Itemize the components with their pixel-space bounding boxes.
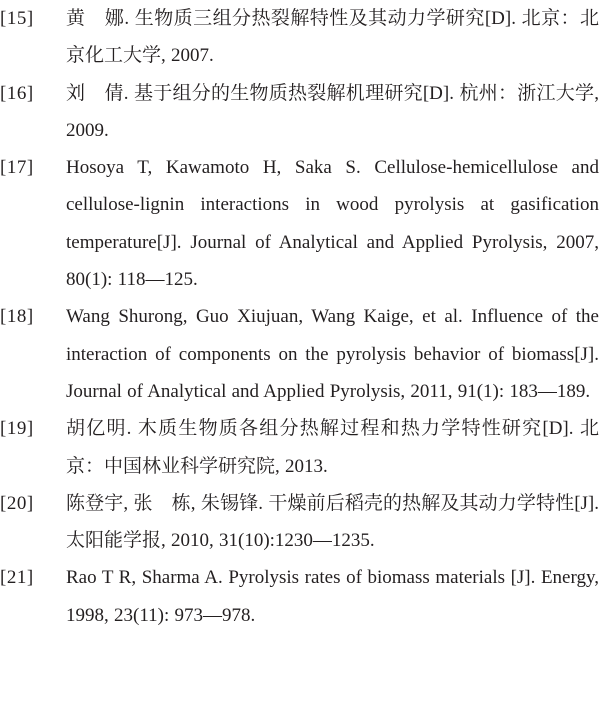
reference-text: 陈登宇, 张 栋, 朱锡锋. 干燥前后稻壳的热解及其动力学特性[J]. 太阳能学报, 2010, 31(10):1230—1235. [66,492,599,552]
reference-item [0,559,600,634]
reference-text: Hosoya T, Kawamoto H, Saka S. Cellulose-hemicellulose and cellulose-lignin interactions in wood pyrolysis at gasification temperature[J]. Journal of Analytical and Applied Pyrolysis, 2007, 80(1): 118—125. [66,157,599,291]
reference-number: [17] [0,157,34,179]
reference-number: [18] [0,306,34,328]
reference-text: 刘 倩. 基于组分的生物质热裂解机理研究[D]. 杭州：浙江大学, 2009. [66,82,599,141]
reference-item [0,485,600,560]
reference-number: [16] [0,82,34,104]
reference-number: [21] [0,567,34,589]
reference-number: [19] [0,418,34,440]
reference-text: Wang Shurong, Guo Xiujuan, Wang Kaige, et al. Influence of the interaction of components on the pyrolysis behavior of biomass[J]. Journal of Analytical and Applied Pyrolysis, 2011, 91(1): 183—189. [66,306,599,402]
reference-item [0,410,600,485]
reference-text: 黄 娜. 生物质三组分热裂解特性及其动力学研究[D]. 北京：北京化工大学, 2007. [66,8,599,67]
reference-number: [20] [0,492,34,514]
reference-item [0,149,600,298]
reference-text: Rao T R, Sharma A. Pyrolysis rates of biomass materials [J]. Energy, 1998, 23(11): 973—978. [66,567,599,626]
reference-number: [15] [0,8,34,29]
reference-item [0,298,600,410]
reference-text: 胡亿明. 木质生物质各组分热解过程和热力学特性研究[D]. 北京：中国林业科学研究院, 2013. [66,418,599,477]
reference-item [0,75,600,150]
reference-item [0,0,600,75]
